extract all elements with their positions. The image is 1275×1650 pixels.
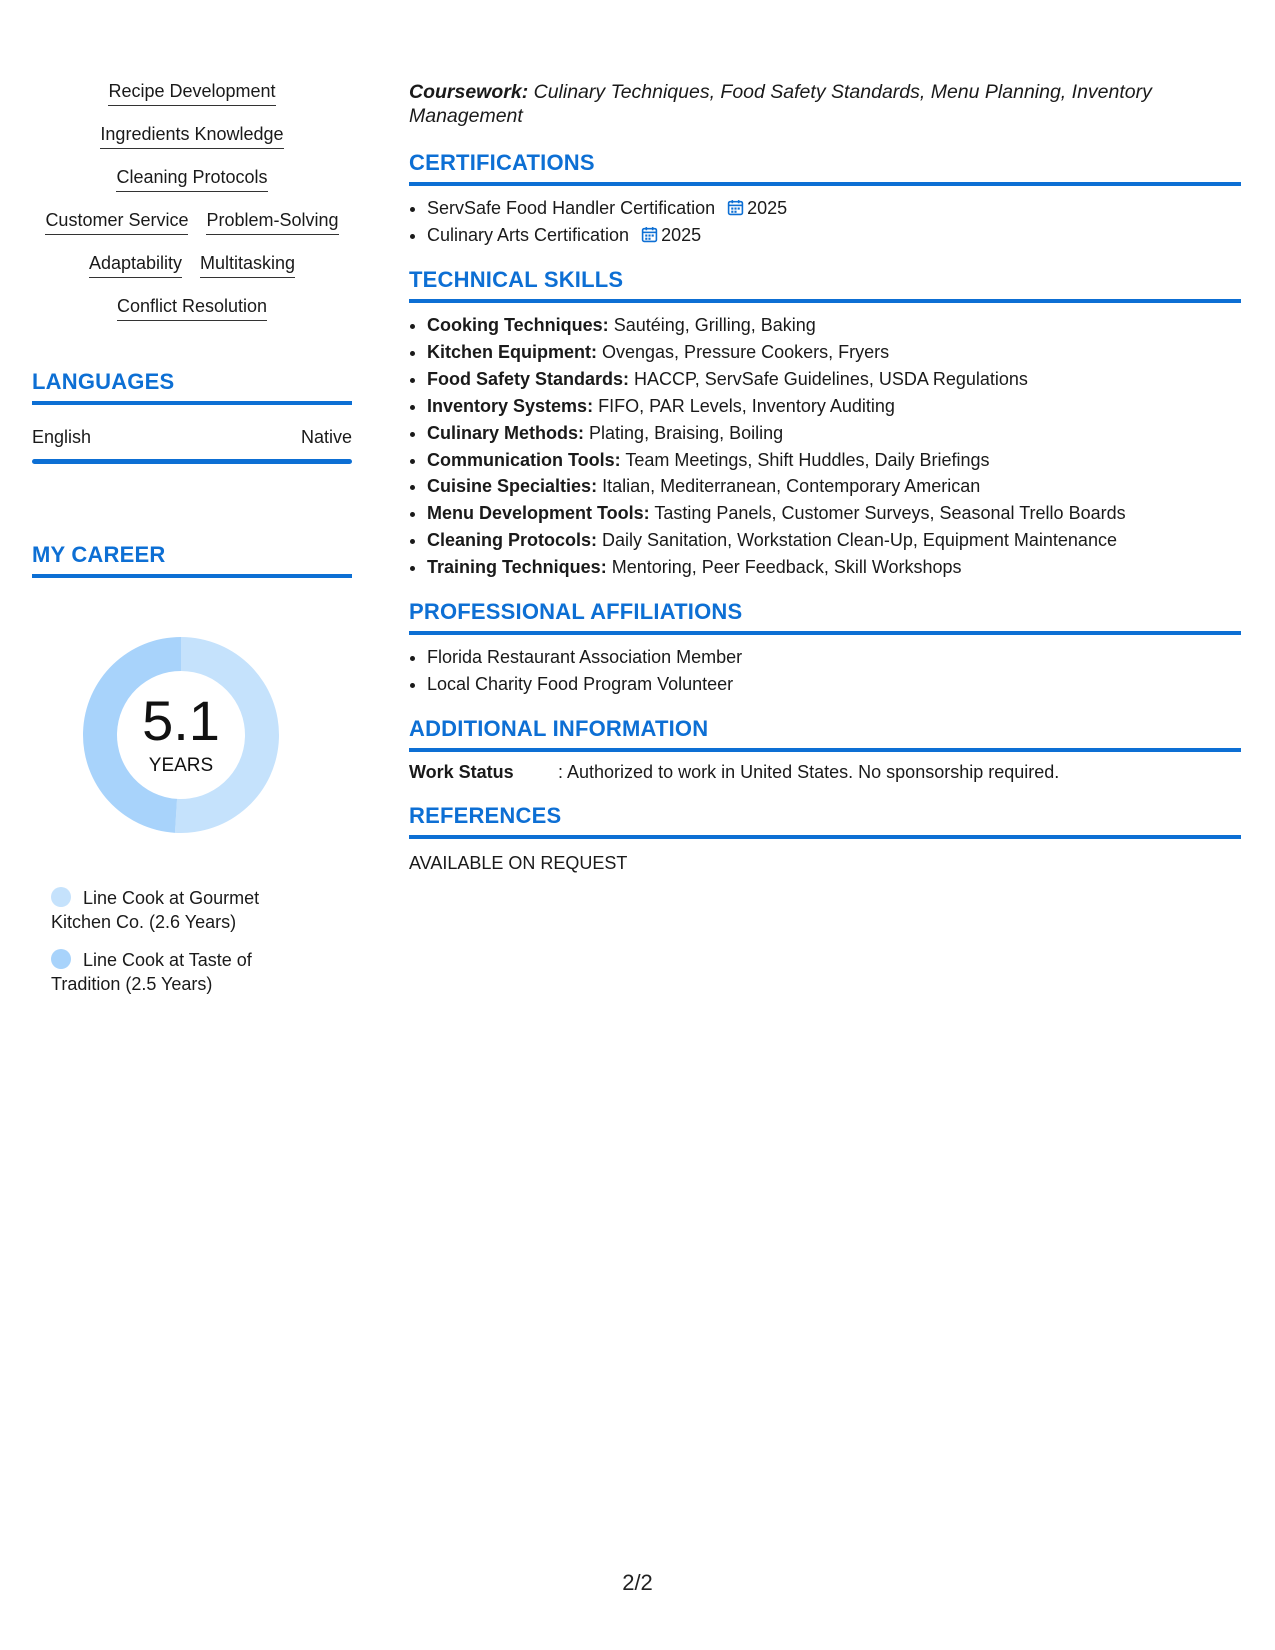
donut-center [66,620,296,850]
legend-label: Line Cook at Taste of Tradition (2.5 Years) [51,950,252,994]
legend-dot [51,887,71,907]
skill-label: Cuisine Specialties: [427,476,598,497]
career-heading: MY CAREER [32,542,352,578]
coursework-text: Culinary Techniques, Food Safety Standards, Menu Planning, Inventory Management [409,81,1152,127]
skill-text: Tasting Panels, Customer Surveys, Seasonal Trello Boards [654,503,1126,524]
legend-item [51,948,291,996]
list-item [427,420,1241,447]
legend-dot [51,949,71,969]
list-item [427,393,1241,420]
skill-label: Menu Development Tools: [427,503,650,524]
affiliations-heading: PROFESSIONAL AFFILIATIONS [409,599,1241,635]
list-item [427,527,1241,554]
skill-text: Daily Sanitation, Workstation Clean-Up, Equipment Maintenance [602,530,1117,551]
language-row [32,427,352,448]
list-item [427,473,1241,500]
skills-row [32,166,352,192]
cert-year: 2025 [661,225,702,245]
references-heading: REFERENCES [409,803,1241,839]
list-item [427,447,1241,474]
career-unit: YEARS [148,755,214,776]
work-status-row [409,762,1241,783]
cert-name: ServSafe Food Handler Certification [427,198,716,218]
affiliations-list [409,644,1241,698]
skill-chip: Conflict Resolution [117,295,267,321]
skill-label: Cooking Techniques: [427,315,609,335]
skill-chip: Recipe Development [108,80,275,106]
calendar-icon [727,199,744,216]
skill-text: Mentoring, Peer Feedback, Skill Workshops [611,557,962,578]
coursework-label: Coursework: [409,81,529,103]
skill-label: Kitchen Equipment: [427,341,597,362]
career-donut-chart [66,620,296,850]
left-column [32,80,352,1010]
technical-skills-heading: TECHNICAL SKILLS [409,267,1241,303]
skills-row [32,252,352,278]
skill-text: FIFO, PAR Levels, Inventory Auditing [598,395,895,416]
skill-chip: Adaptability [89,252,182,278]
career-total-years: 5.1 [142,689,220,752]
list-item [427,366,1241,393]
list-item [427,222,1241,249]
skill-label: Communication Tools: [427,449,621,470]
skill-chip: Problem-Solving [206,209,338,235]
references-text: AVAILABLE ON REQUEST [409,853,628,874]
skill-text: Plating, Braising, Boiling [589,422,784,443]
list-item [427,195,1241,222]
page-number: 2/2 [622,1570,653,1595]
skills-row [32,123,352,149]
cert-name: Culinary Arts Certification [427,225,630,245]
list-item: • Florida Restaurant Association Member [427,644,1241,671]
list-item [427,339,1241,366]
skill-label: Culinary Methods: [427,422,585,443]
language-level: Native [300,427,352,447]
skill-label: Food Safety Standards: [427,368,630,389]
career-legend [51,886,291,996]
language-level-bar [32,459,352,464]
skill-chip: Cleaning Protocols [116,166,267,192]
skills-row [32,80,352,106]
cert-year: 2025 [747,198,788,218]
skills-row [32,295,352,321]
right-column [409,80,1241,874]
skills-list [32,80,352,321]
skill-text: Team Meetings, Shift Huddles, Daily Briefings [625,449,990,470]
legend-label: Line Cook at Gourmet Kitchen Co. (2.6 Years) [51,888,260,932]
certifications-list [409,195,1241,249]
coursework [409,80,1241,128]
work-status-value: : Authorized to work in United States. No sponsorship required. [558,762,1060,783]
skill-label: Training Techniques: [427,557,607,578]
list-item [427,554,1241,581]
calendar-icon [641,226,658,243]
skill-label: Inventory Systems: [427,395,594,416]
languages-heading: LANGUAGES [32,369,352,405]
skill-text: HACCP, ServSafe Guidelines, USDA Regulations [634,368,1028,389]
list-item: • Local Charity Food Program Volunteer [427,671,1241,698]
skill-text: Ovengas, Pressure Cookers, Fryers [602,341,890,362]
technical-skills-list [409,312,1241,581]
skill-chip: Customer Service [45,209,188,235]
skill-chip: Multitasking [200,252,295,278]
list-item [427,312,1241,339]
work-status-label: Work Status [409,762,514,783]
skills-row [32,209,352,235]
skill-text: Sautéing, Grilling, Baking [613,315,816,335]
legend-item [51,886,291,934]
list-item [427,500,1241,527]
skill-text: Italian, Mediterranean, Contemporary American [602,476,981,497]
additional-info-heading: ADDITIONAL INFORMATION [409,716,1241,752]
skill-label: Cleaning Protocols: [427,530,598,551]
certifications-heading: CERTIFICATIONS [409,150,1241,186]
skill-chip: Ingredients Knowledge [100,123,283,149]
language-name: English [32,427,92,447]
